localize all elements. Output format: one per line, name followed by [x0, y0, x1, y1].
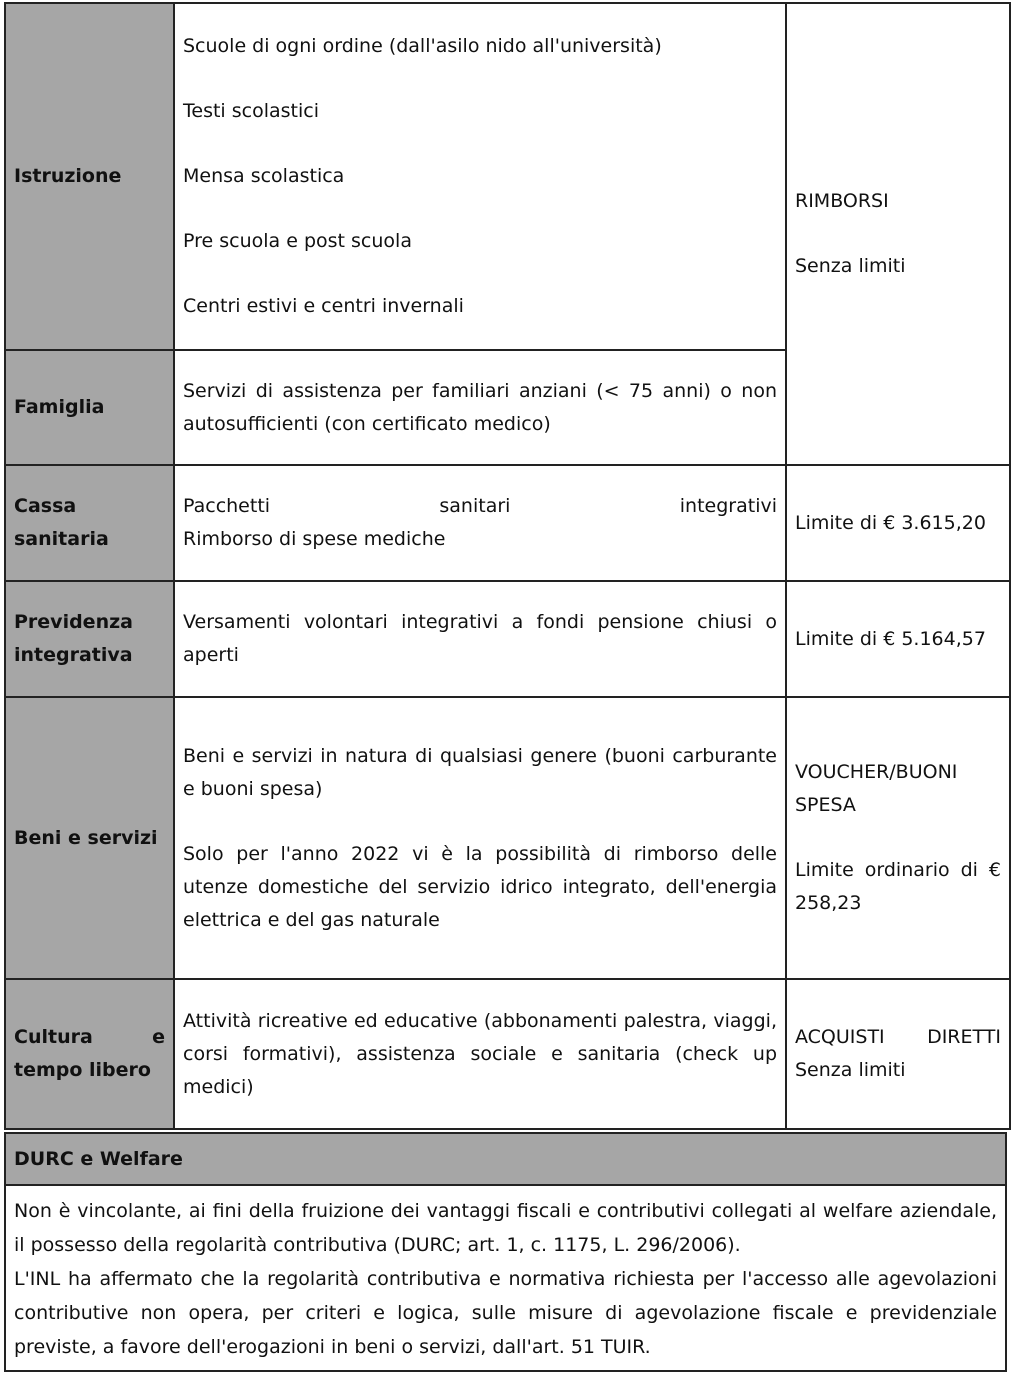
category-cell: Beni e servizi: [5, 697, 174, 979]
list-item: Scuole di ogni ordine (dall'asilo nido all'università): [183, 35, 662, 57]
category-cell: [5, 581, 174, 697]
section-title: DURC e Welfare: [5, 1133, 1006, 1185]
purchase-type: ACQUISTI DIRETTI: [795, 1026, 1001, 1048]
limit-cell: [786, 3, 1010, 465]
table-row: [5, 697, 1010, 979]
limit-cell: Limite di € 5.164,57: [786, 581, 1010, 697]
list-item: Mensa scolastica: [183, 165, 345, 187]
category-cell: Istruzione: [5, 3, 174, 350]
table-row: [5, 3, 1010, 350]
category-line: Previdenza: [14, 611, 133, 633]
reimbursement-limit: Senza limiti: [795, 255, 906, 277]
items-cell: [174, 465, 786, 581]
category-cell: Cassa sanitaria: [5, 465, 174, 581]
list-item: Centri estivi e centri invernali: [183, 295, 464, 317]
voucher-type: VOUCHER/BUONI SPESA: [795, 761, 958, 816]
table-row: [5, 581, 1010, 697]
table-row: [5, 465, 1010, 581]
item-paragraph: Beni e servizi in natura di qualsiasi genere (buoni carburante e buoni spesa): [183, 744, 777, 800]
section-body: [5, 1185, 1006, 1371]
limit-cell: [786, 697, 1010, 979]
items-cell: Servizi di assistenza per familiari anziani (< 75 anni) o non autosufficienti (con certificato medico): [174, 350, 786, 465]
items-cell: Attività ricreative ed educative (abbonamenti palestra, viaggi, corsi formativi), assistenza sociale e sanitaria (check up medici): [174, 979, 786, 1129]
limit-cell: Limite di € 3.615,20: [786, 465, 1010, 581]
table-row: [5, 979, 1010, 1129]
category-cell: Cultura e tempo libero: [5, 979, 174, 1129]
list-item: Pre scuola e post scuola: [183, 230, 412, 252]
welfare-table: [4, 2, 1011, 1130]
items-cell: Versamenti volontari integrativi a fondi pensione chiusi o aperti: [174, 581, 786, 697]
reimbursement-type: RIMBORSI: [795, 190, 889, 212]
list-item: Testi scolastici: [183, 100, 319, 122]
section-paragraph: L'INL ha affermato che la regolarità contributiva e normativa richiesta per l'accesso alle agevolazioni contributive non opera, per criteri e logica, sulle misure di agevolazione fiscale e previdenziale previste, a favore dell'erogazioni in beni o servizi, dall'art. 51 TUIR.: [14, 1268, 997, 1358]
welfare-document: [4, 2, 1007, 1372]
category-cell: Famiglia: [5, 350, 174, 465]
durc-section: [4, 1132, 1007, 1372]
purchase-limit: Senza limiti: [795, 1059, 906, 1081]
category-line: integrativa: [14, 644, 133, 666]
item-line: Rimborso di spese mediche: [183, 528, 446, 550]
section-paragraph: Non è vincolante, ai fini della fruizione dei vantaggi fiscali e contributivi collegati al welfare aziendale, il possesso della regolarità contributiva (DURC; art. 1, c. 1175, L. 296/2006).: [14, 1200, 997, 1256]
items-cell: [174, 3, 786, 350]
voucher-limit: Limite ordinario di € 258,23: [795, 859, 1001, 914]
item-line: Pacchetti sanitari integrativi: [183, 495, 777, 517]
items-cell: [174, 697, 786, 979]
item-paragraph: Solo per l'anno 2022 vi è la possibilità di rimborso delle utenze domestiche del servizio idrico integrato, dell'energia elettrica e del gas naturale: [183, 842, 777, 931]
limit-cell: [786, 979, 1010, 1129]
